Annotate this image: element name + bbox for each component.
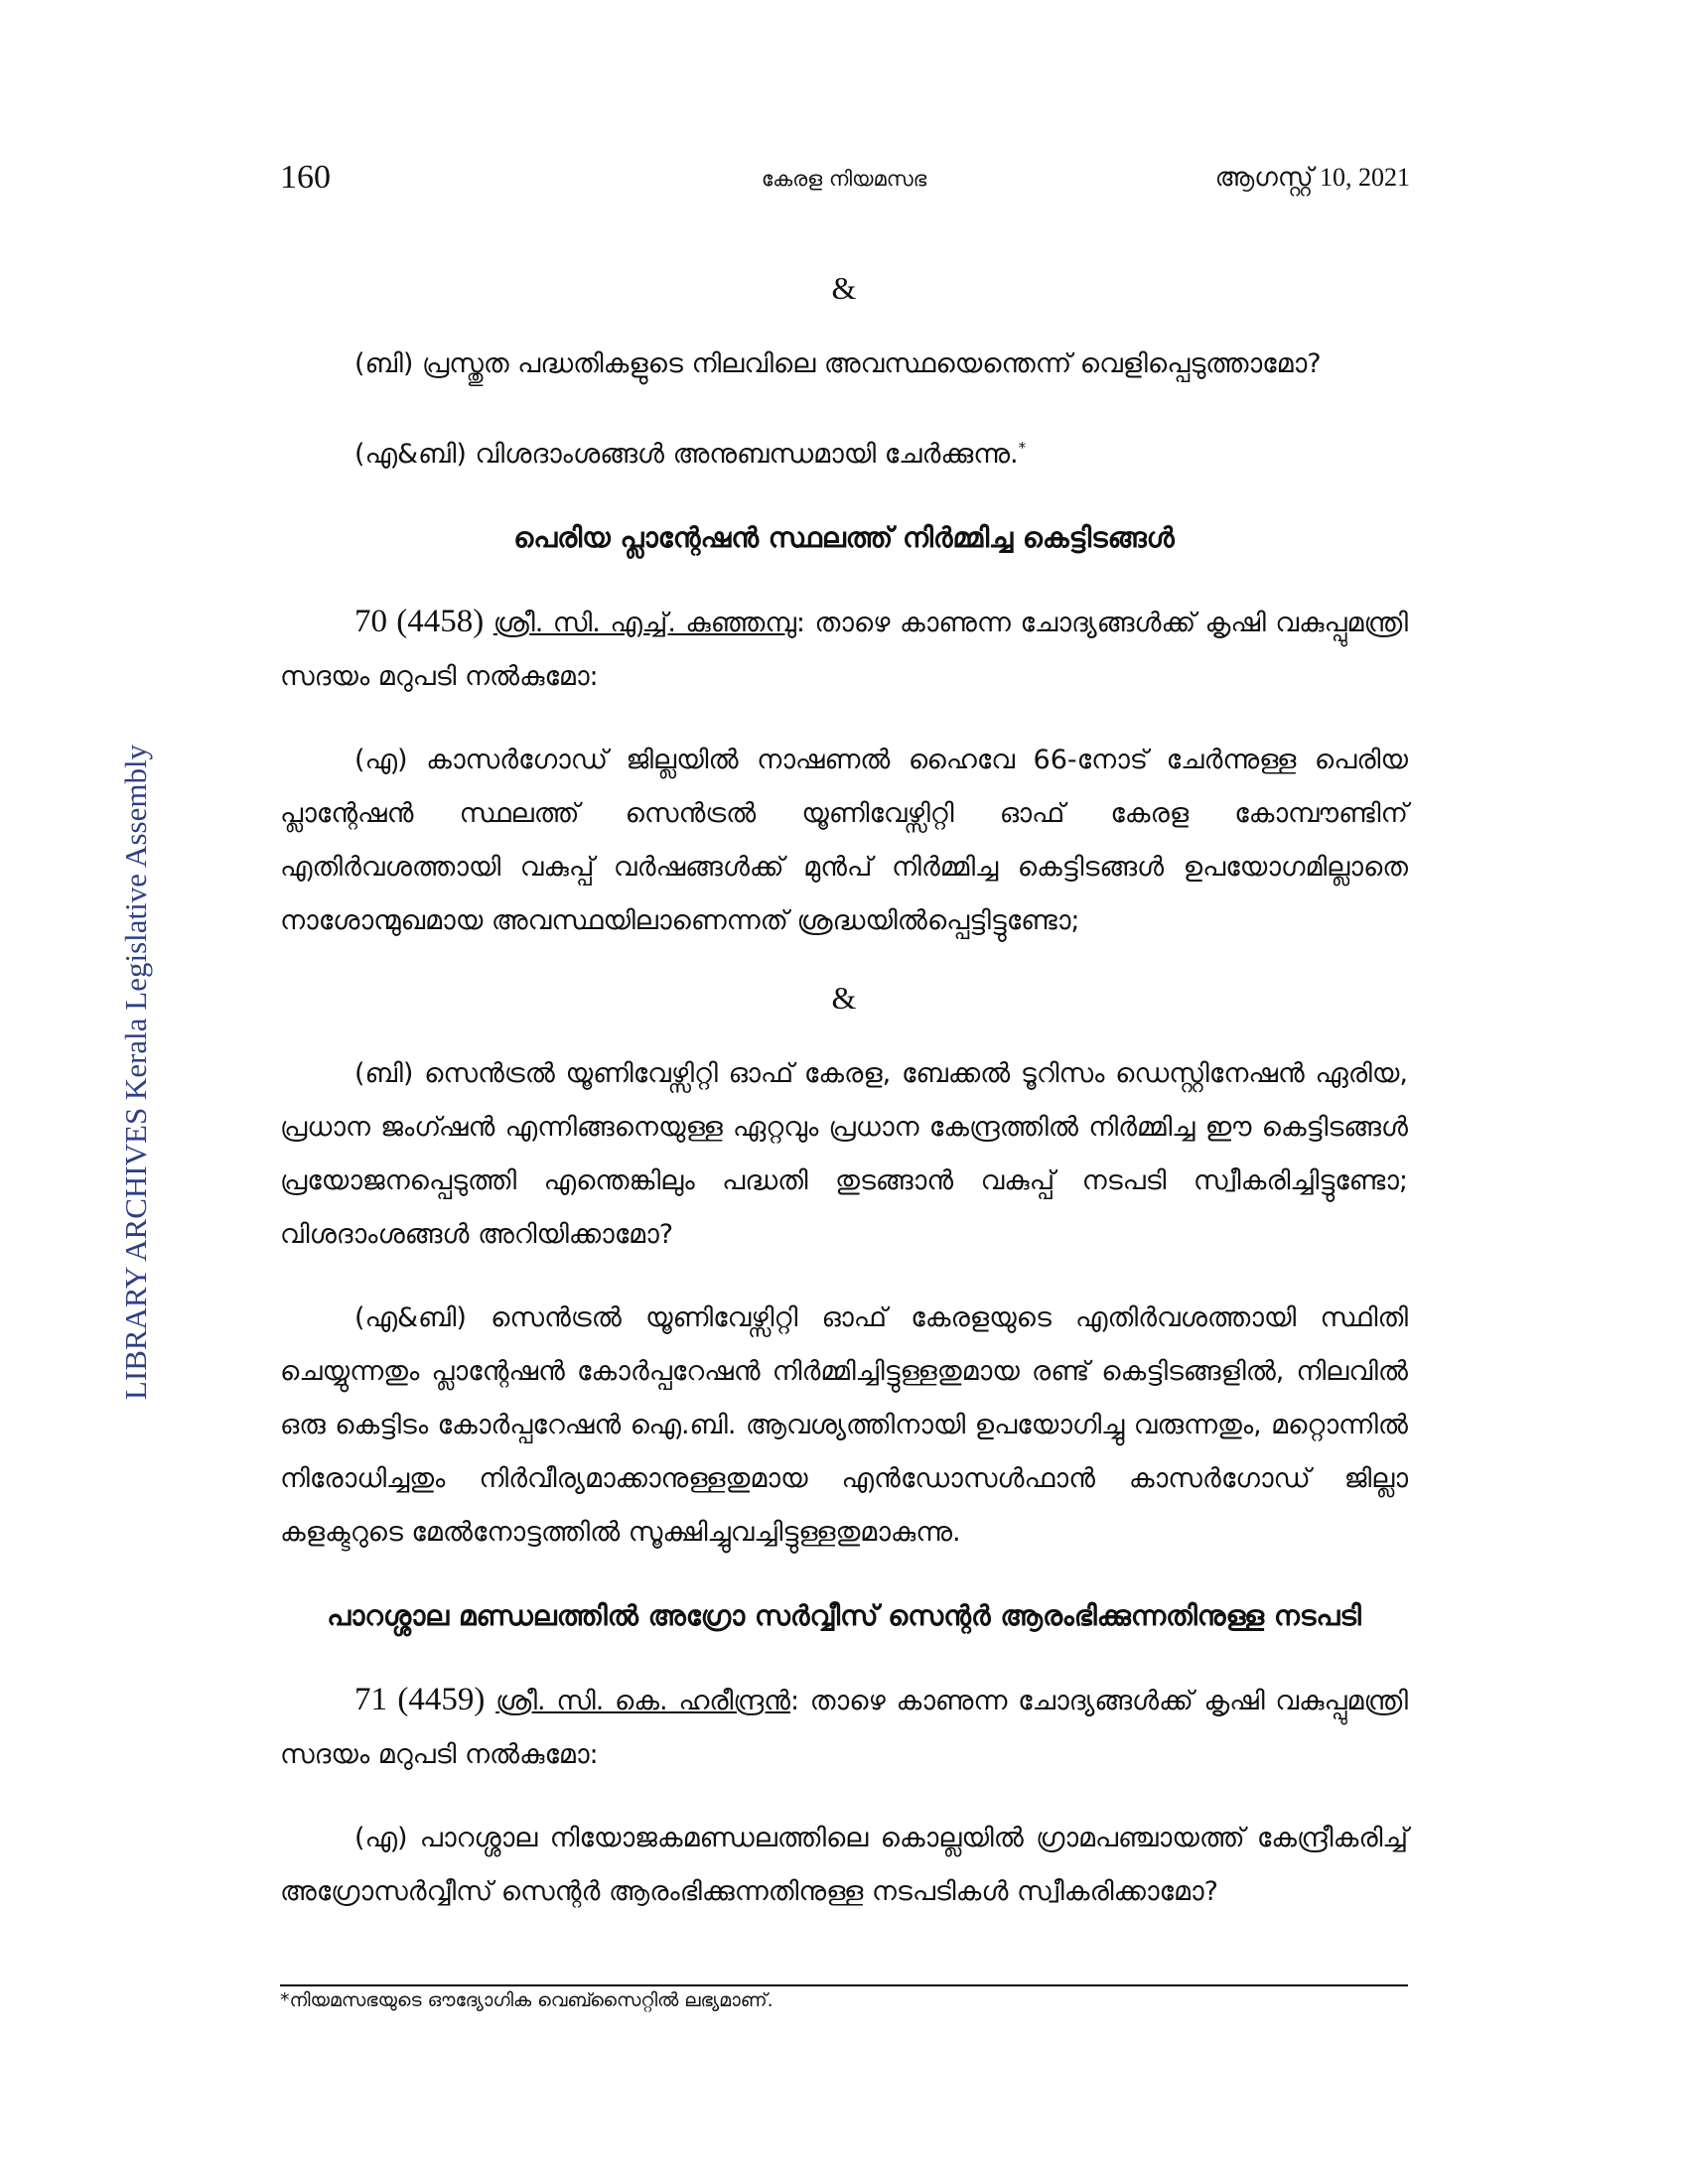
member-name: ശ്രീ. സി. എച്ച്. കുഞ്ഞമ്പു: [492, 608, 796, 638]
question-intro-text: : താഴെ കാണുന്ന ചോദ്യങ്ങൾക്ക് കൃഷി വകുപ്പുമന്ത്രി സദയം മറുപടി നൽകുമോ:: [280, 608, 1408, 692]
question-70-a: (എ) കാസർഗോഡ് ജില്ലയിൽ നാഷണൽ ഹൈവേ 66-നോട് ചേർന്നുള്ള പെരിയ പ്ലാന്റേഷൻ സ്ഥലത്ത് സെൻട്രൽ യൂണിവേഴ്സിറ്റി ഓഫ് കേരള കോമ്പൗണ്ടിന് എതിർവശത്തായി വകുപ്പ് വർഷങ്ങൾക്ക് മുൻപ് നിർമ്മിച്ച കെട്ടിടങ്ങൾ ഉപയോഗമില്ലാതെ നാശോന്മുഖമായ അവസ്ഥയിലാണെന്നത് ശ്രദ്ധയിൽപ്പെട്ടിട്ടുണ്ടോ;: [280, 745, 1408, 936]
running-title: കേരള നിയമസഭ: [761, 167, 927, 191]
section-heading-2: പാറശ്ശാല മണ്ഡലത്തിൽ അഗ്രോ സർവ്വീസ് സെന്റർ ആരംഭിക്കുന്നതിനുള്ള നടപടി: [327, 1599, 1361, 1632]
question-b-prev: (ബി) പ്രസ്തുത പദ്ധതികളുടെ നിലവിലെ അവസ്ഥയെന്തെന്ന് വെളിപ്പെടുത്താമോ?: [354, 348, 1322, 379]
footnote-divider: [280, 1984, 1408, 1986]
archive-watermark: LIBRARY ARCHIVES Kerala Legislative Assembly: [118, 744, 153, 1401]
question-70-intro: [280, 595, 1408, 704]
answer-ab-prev: [280, 421, 1408, 481]
member-name: ശ്രീ. സി. കെ. ഹരീന്ദ്രൻ: [495, 1686, 790, 1716]
question-71-a: (എ) പാറശ്ശാല നിയോജകമണ്ഡലത്തിലെ കൊല്ലയിൽ ഗ്രാമപഞ്ചായത്ത് കേന്ദ്രീകരിച്ച് അഗ്രോസർവ്വീസ് സെന്റർ ആരംഭിക്കുന്നതിനുള്ള നടപടികൾ സ്വീകരിക്കാമോ?: [280, 1823, 1408, 1907]
answer-70-ab: (എ&ബി) സെൻട്രൽ യൂണിവേഴ്സിറ്റി ഓഫ് കേരളയുടെ എതിർവശത്തായി സ്ഥിതി ചെയ്യുന്നതും പ്ലാന്റേഷൻ കോർപ്പറേഷൻ നിർമ്മിച്ചിട്ടുള്ളതുമായ രണ്ട് കെട്ടിടങ്ങളിൽ, നിലവിൽ ഒരു കെട്ടിടം കോർപ്പറേഷൻ ഐ.ബി. ആവശ്യത്തിനായി ഉപയോഗിച്ചു വരുന്നതും, മറ്റൊന്നിൽ നിരോധിച്ചതും നിർവീര്യമാക്കാനുള്ളതുമായ എൻഡോസൾഫാൻ കാസർഗോഡ് ജില്ലാ കളക്ടറുടെ മേൽനോട്ടത്തിൽ സൂക്ഷിച്ചുവച്ചിട്ടുള്ളതുമാകുന്നു.: [280, 1302, 1408, 1548]
section-heading-1: പെരിയ പ്ലാന്റേഷൻ സ്ഥലത്ത് നിർമ്മിച്ച കെട്ടിടങ്ങൾ: [513, 521, 1175, 554]
footnote: *നിയമസഭയുടെ ഔദ്യോഗിക വെബ്സൈറ്റിൽ ലഭ്യമാണ്.: [280, 1989, 774, 2011]
answer-ab-prev-text: (എ&ബി) വിശദാംശങ്ങൾ അനുബന്ധമായി ചേർക്കുന്നു.: [354, 439, 1019, 470]
header-date: ആഗസ്റ്റ് 10, 2021: [1214, 163, 1410, 192]
separator: &: [831, 980, 857, 1016]
page-number: 160: [280, 159, 331, 196]
page-body: [280, 268, 1408, 1949]
page-header: [0, 159, 1688, 199]
question-71-intro: [280, 1673, 1408, 1782]
question-intro-text: : താഴെ കാണുന്ന ചോദ്യങ്ങൾക്ക് കൃഷി വകുപ്പുമന്ത്രി സദയം മറുപടി നൽകുമോ:: [280, 1686, 1408, 1770]
question-number: 70 (4458): [354, 604, 485, 639]
question-70-b: (ബി) സെൻട്രൽ യൂണിവേഴ്സിറ്റി ഓഫ് കേരള, ബേക്കൽ ടൂറിസം ഡെസ്റ്റിനേഷൻ ഏരിയ, പ്രധാന ജംഗ്ഷൻ എന്നിങ്ങനെയുള്ള ഏറ്റവും പ്രധാന കേന്ദ്രത്തിൽ നിർമ്മിച്ച ഈ കെട്ടിടങ്ങൾ പ്രയോജനപ്പെടുത്തി എന്തെങ്കിലും പദ്ധതി തുടങ്ങാൻ വകുപ്പ് നടപടി സ്വീകരിച്ചിട്ടുണ്ടോ; വിശദാംശങ്ങൾ അറിയിക്കാമോ?: [280, 1058, 1408, 1250]
separator: &: [831, 270, 857, 306]
question-number: 71 (4459): [354, 1682, 486, 1717]
footnote-mark: *: [1018, 439, 1027, 457]
